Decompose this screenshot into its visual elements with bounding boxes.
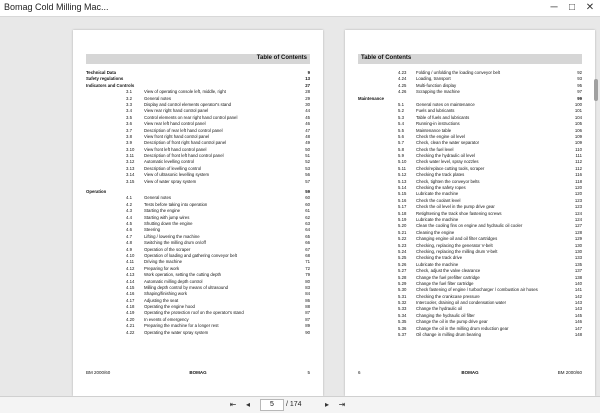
toc-entry-page: 101 (574, 108, 582, 114)
toc-entry-page: 9 (307, 70, 310, 75)
toc-entry-title: Operation of the scraper (144, 246, 191, 252)
toc-entry-number: 3.6 (126, 121, 132, 127)
toc-entry-page: 71 (305, 259, 310, 265)
page-footer (86, 370, 310, 378)
toc-entry-page: 133 (574, 255, 582, 261)
toc-entry-number: 5.3 (398, 114, 404, 120)
title-bar (0, 0, 600, 17)
toc-entry-title: Maintenance table (416, 127, 452, 133)
toc-entry-number: 4.14 (126, 278, 135, 284)
toc-entry-title: Operation of loading and gathering conveyor belt (144, 252, 237, 258)
toc-entry-page: 89 (305, 323, 310, 329)
toc-entry-page: 129 (574, 236, 582, 242)
toc-entry-page: 143 (574, 306, 582, 312)
toc-entry-number: 4.19 (126, 310, 135, 316)
document-viewer[interactable] (0, 17, 600, 396)
toc-entry-page: 30 (305, 101, 310, 107)
toc-entry-title: Automatic milling depth control (144, 278, 203, 284)
toc-entry-title: General notes (144, 195, 171, 201)
toc-entry-title: Table of fuels and lubricants (416, 114, 470, 120)
toc-entry-number: 5.27 (398, 268, 407, 274)
page-header-bar (358, 54, 582, 64)
toc-entry-page: 143 (574, 300, 582, 306)
toc-entry-number: 4.13 (126, 272, 135, 278)
toc-entry-page: 106 (574, 127, 582, 133)
toc-entry-number: 5.31 (398, 293, 407, 299)
toc-entry-title: Automatic levelling control (144, 159, 194, 165)
toc-entry-page: 128 (574, 229, 582, 235)
toc-entry-page: 65 (305, 233, 310, 239)
toc-entry-page: 99 (577, 95, 582, 101)
toc-entry-page: 50 (305, 146, 310, 152)
toc-entry-title: Starting with jump wires (144, 214, 190, 220)
toc-entry-title: Driving the machine (144, 259, 182, 265)
toc-entry-title: Shutting down the engine (144, 220, 193, 226)
toc-entry-title: Description of front left hand control panel (144, 153, 224, 159)
toc-entry-title: Check the engine oil level (416, 133, 465, 139)
toc-entry-number: 5.25 (398, 255, 407, 261)
toc-entry-title: View of ultrasonic levelling system (144, 172, 210, 178)
toc-entry-title: Check/replace cutting tools, scraper (416, 165, 485, 171)
toc-entry-number: 4.17 (126, 297, 135, 303)
toc-entry-page: 66 (305, 240, 310, 246)
toc-entry-title: Operating the engine hood (144, 304, 195, 310)
toc-entry-page: 110 (575, 146, 582, 152)
toc-entry-page: 60 (305, 201, 310, 207)
toc-entry-page: 142 (574, 293, 582, 299)
toc-entry-title: View front right hand control panel (144, 133, 210, 139)
toc-entry-title: Check, adjust the valve clearance (416, 268, 481, 274)
toc-entry-title: Checking, replacing the generator V-belt (416, 242, 493, 248)
toc-entry-title: Technical Data (86, 70, 117, 75)
vertical-scrollbar[interactable] (593, 19, 599, 394)
toc-entry-page: 105 (574, 121, 582, 127)
toc-entry-number: 5.5 (398, 127, 404, 133)
toc-entry-number: 5.35 (398, 319, 407, 325)
toc-entry-number: 5.20 (398, 223, 407, 229)
toc-entry-number: 4.25 (398, 82, 407, 88)
toc-entry-title: Operating the protection roof on the operator's stand (144, 310, 244, 316)
toc-entry-number: 5.9 (398, 153, 404, 159)
toc-entry-number: 4.10 (126, 252, 135, 258)
toc-entry-number: 5.6 (398, 133, 404, 139)
toc-entry-number: 5.2 (398, 108, 404, 114)
toc-entry-title: Check, clean the water separator (416, 140, 480, 146)
toc-entry-page: 118 (575, 178, 582, 184)
toc-entry-title: Description of levelling control (144, 165, 202, 171)
toc-entry-title: Operating the water spray system (144, 329, 209, 335)
toc-entry-page: 87 (305, 316, 310, 322)
toc-entry-title: Checking the safety ropes (416, 185, 466, 191)
toc-entry-title: Display and control elements operator's stand (144, 101, 232, 107)
footer-page-number: 5 (307, 370, 310, 375)
close-button[interactable]: ✕ (585, 2, 595, 13)
toc-entry-title: Work operation, setting the cutting depth (144, 272, 222, 278)
footer-model: BM 2000/60 (557, 370, 582, 375)
toc-entry-page: 116 (575, 172, 582, 178)
toc-entry-title: View rear right hand control panel (144, 108, 209, 114)
toc-entry-number: 5.4 (398, 121, 404, 127)
toc-entry-page: 56 (305, 172, 310, 178)
toc-entry-page: 146 (574, 319, 582, 325)
toc-entry-number: 5.16 (398, 197, 407, 203)
toc-entry-page: 147 (574, 325, 582, 331)
toc-entry-number: 4.7 (126, 233, 132, 239)
toc-entry-page: 138 (574, 274, 582, 280)
toc-entry-title: Description of rear left hand control panel (144, 127, 223, 133)
toc-entry-title: View rear left hand control panel (144, 121, 206, 127)
toc-entry-page: 79 (305, 272, 310, 278)
toc-entry-page: 123 (574, 204, 582, 210)
toc-entry-title: Starting the engine (144, 208, 181, 214)
toc-entry-page: 95 (577, 82, 582, 88)
toc-entry-page: 109 (574, 133, 582, 139)
toc-entry-page: 148 (574, 332, 582, 338)
toc-entry-number: 4.2 (126, 201, 132, 207)
toc-entry-number: 3.15 (126, 178, 135, 184)
toc-entry-page: 48 (305, 133, 310, 139)
toc-entry-title: General notes (144, 95, 171, 101)
toc-entry-number: 5.10 (398, 159, 407, 165)
toc-entry-number: 4.5 (126, 220, 132, 226)
toc-entry-title: Shaping/finishing work (144, 291, 187, 297)
page-number-input[interactable]: 5 (260, 399, 284, 411)
toc-entry-page: 104 (574, 114, 582, 120)
toc-entry-title: Checking the hydraulic oil level (416, 153, 475, 159)
page-header-bar (86, 54, 310, 64)
toc-entry-number: 4.6 (126, 227, 132, 233)
maximize-button[interactable]: □ (568, 2, 576, 13)
toc-entry-title: Check the oil level in the pump drive gear (416, 204, 495, 210)
toc-entry-page: 130 (574, 248, 582, 254)
toc-entry-page: 27 (305, 82, 310, 88)
toc-entry-title: Oil change in milling drum bearing (416, 332, 481, 338)
toc-entry-number: 5.17 (398, 204, 407, 210)
toc-entry-page: 111 (575, 153, 582, 159)
toc-entry-number: 4.11 (126, 259, 135, 265)
toc-entry-title: Change the oil in the milling drum reduction gear (416, 325, 509, 331)
toc-entry-page: 51 (305, 153, 310, 159)
toc-entry-page: 44 (305, 108, 310, 114)
toc-entry-number: 5.29 (398, 280, 407, 286)
toc-entry-number: 4.1 (126, 195, 132, 201)
toc-entry-title: Folding / unfolding the loading conveyor belt (416, 70, 501, 75)
toc-entry-number: 3.1 (126, 89, 132, 95)
toc-entry-page: 127 (574, 223, 582, 229)
toc-entry-number: 4.9 (126, 246, 132, 252)
toc-entry-page: 124 (574, 216, 582, 222)
page-5 (73, 30, 323, 396)
toc-entry-title: Loading, transport (416, 76, 451, 82)
toc-entry-title: Indicators and Controls (86, 82, 135, 88)
toc-entry-number: 5.28 (398, 274, 407, 280)
toc-entry-number: 4.8 (126, 240, 132, 246)
toc-entry-title: Checking the crankcase pressure (416, 293, 480, 299)
toc-entry-number: 5.21 (398, 229, 407, 235)
toc-entry-title: Lifting / lowering the machine (144, 233, 200, 239)
toc-entry-page: 141 (574, 287, 582, 293)
toc-entry-page: 57 (305, 178, 310, 184)
toc-entry-page: 80 (305, 278, 310, 284)
toc-entry-page: 137 (574, 268, 582, 274)
page-footer (358, 370, 582, 378)
scrollbar-thumb[interactable] (594, 79, 598, 101)
toc-entry-page: 47 (305, 127, 310, 133)
toc-entry-page: 62 (305, 214, 310, 220)
toc-entry-title: Check the fuel level (416, 146, 454, 152)
toc-entry-title: Intercooler, draining oil and condensation water (416, 300, 507, 306)
toc-entry-page: 93 (577, 76, 582, 82)
toc-entry-title: Checking the track drive (416, 255, 463, 261)
toc-entry-number: 3.14 (126, 172, 135, 178)
toc-entry-page: 46 (305, 121, 310, 127)
toc-entry-title: Preparing the machine for a longer rest (144, 323, 219, 329)
page-total: / 174 (286, 401, 302, 408)
toc-entry-title: Control elements on rear right hand control panel (144, 114, 238, 120)
toc-entry-number: 4.3 (126, 208, 132, 214)
toc-entry-page: 63 (305, 220, 310, 226)
toc-entry-page: 97 (577, 89, 582, 95)
toc-entry-number: 5.23 (398, 242, 407, 248)
toc-entry-title: View front left hand control panel (144, 146, 207, 152)
toc-entry-page: 86 (305, 297, 310, 303)
toc-entry-title: Lubricate the machine (416, 216, 459, 222)
toc-entry-number: 4.18 (126, 304, 135, 310)
toc-entry-page: 53 (305, 165, 310, 171)
toc-entry-page: 49 (305, 140, 310, 146)
toc-entry-page: 64 (305, 227, 310, 233)
toc-entry-page: 67 (305, 246, 310, 252)
toc-entry-title: Milling depth control by means of ultrasound (144, 284, 229, 290)
toc-entry-number: 5.13 (398, 178, 407, 184)
toc-entry-title: Fuels and lubricants (416, 108, 455, 114)
toc-entry-title: Retightening the track shoe fastening screws (416, 210, 502, 216)
toc-entry-title: Check water level, spray nozzles (416, 159, 479, 165)
toc-entry-number: 3.5 (126, 114, 132, 120)
toc-entry-number: 4.12 (126, 265, 135, 271)
toc-entry-page: 130 (574, 242, 582, 248)
toc-entry-title: Steering (144, 227, 161, 233)
toc-entry-page: 123 (574, 197, 582, 203)
toc-entry-number: 5.33 (398, 306, 407, 312)
toc-entry-number: 5.15 (398, 191, 407, 197)
toc-entry-number: 5.34 (398, 312, 407, 318)
toc-entry-number: 3.7 (126, 127, 132, 133)
toc-entry-page: 45 (305, 114, 310, 120)
toc-entry-title: View of operating console left, middle, right (144, 89, 226, 95)
toc-entry-title: Lubricate the machine (416, 191, 459, 197)
toc-entry-page: 112 (575, 165, 582, 171)
toc-entry-page: 59 (305, 189, 310, 195)
toc-entry-page: 109 (574, 140, 582, 146)
footer-brand: BOMAG (189, 370, 207, 375)
toc-entry-number: 5.12 (398, 172, 407, 178)
toc-entry-page: 29 (305, 95, 310, 101)
toc-entry-number: 4.26 (398, 89, 407, 95)
toc-entry-title: Lubricate the machine (416, 261, 459, 267)
toc-entry-page: 100 (574, 101, 582, 107)
toc-entry-number: 5.11 (398, 165, 407, 171)
toc-entry-title: Switching the milling drum on/off (144, 240, 206, 246)
toc-entry-page: 83 (305, 284, 310, 290)
toc-entry-number: 3.11 (126, 153, 135, 159)
toc-entry-number: 5.7 (398, 140, 404, 146)
toc-entry-page: 87 (305, 310, 310, 316)
toc-entry-title: Check, tighten the conveyor belts (416, 178, 480, 184)
toc-entry-number: 4.20 (126, 316, 135, 322)
toc-entry-number: 3.4 (126, 108, 132, 114)
page-header-title: Table of Contents (256, 55, 307, 61)
first-page-icon[interactable]: ⇤ (229, 400, 237, 409)
toc-entry-number: 4.22 (126, 329, 135, 335)
toc-entry-page: 120 (574, 191, 582, 197)
toc-entry-title: Checking, replacing the milling drum V-belt (416, 248, 498, 254)
toc-entry-title: In events of emergency (144, 316, 189, 322)
toc-entry-page: 13 (305, 76, 310, 82)
toc-list (86, 70, 310, 336)
toc-entry-number: 5.14 (398, 185, 407, 191)
toc-entry-title: Tests before taking into operation (144, 201, 208, 207)
toc-entry-number: 3.10 (126, 146, 135, 152)
minimize-button[interactable]: ─ (550, 2, 558, 13)
toc-entry-title: Change the fuel prefilter cartridge (416, 274, 480, 280)
toc-entry-number: 5.22 (398, 236, 407, 242)
next-page-icon[interactable]: ▸ (324, 400, 329, 409)
toc-entry-title: Checking the track plates (416, 172, 465, 178)
toc-entry-title: Operation (86, 189, 107, 195)
window-title: Bomag Cold Milling Mac... (4, 2, 109, 12)
toc-entry-page: 61 (305, 208, 310, 214)
toc-entry-title: Cleaning the engine (416, 229, 455, 235)
toc-entry-title: Preparing for work (144, 265, 180, 271)
footer-page-number: 6 (358, 370, 361, 375)
toc-entry-number: 5.24 (398, 248, 407, 254)
toc-entry-title: Check fastening of engine / turbocharger / combustion air hoses (416, 287, 538, 293)
toc-entry-number: 4.16 (126, 291, 135, 297)
toc-entry-number: 3.13 (126, 165, 135, 171)
toc-entry-title: Adjusting the seat (144, 297, 179, 303)
toc-entry-title: Maintenance (358, 95, 385, 101)
toc-entry-page: 120 (574, 185, 582, 191)
toc-entry-page: 88 (305, 304, 310, 310)
toc-entry-title: Changing the hydraulic oil filter (416, 312, 475, 318)
toc-entry-title: Clean the cooling fins on engine and hydraulic oil cooler (416, 223, 523, 229)
toc-entry-number: 3.12 (126, 159, 135, 165)
footer-brand: BOMAG (461, 370, 479, 375)
toc-entry[interactable] (358, 332, 582, 338)
toc-entry[interactable] (86, 330, 310, 336)
page-header-title: Table of Contents (361, 55, 412, 61)
toc-entry-title: Change the oil in the pump drive gear (416, 319, 488, 325)
toc-entry-number: 5.30 (398, 287, 407, 293)
toc-entry-number: 5.26 (398, 261, 407, 267)
toc-entry-title: Running-in instructions (416, 121, 460, 127)
toc-entry-page: 28 (305, 89, 310, 95)
toc-entry-title: Changing engine oil and oil filter cartridges (416, 236, 498, 242)
toc-entry-number: 5.36 (398, 325, 407, 331)
toc-entry-page: 124 (574, 210, 582, 216)
toc-entry-title: Change the fuel filter cartridge (416, 280, 474, 286)
toc-entry-number: 3.2 (126, 95, 132, 101)
toc-entry-title: Scrapping the machine (416, 89, 460, 95)
toc-entry-title: Description of front right hand control panel (144, 140, 227, 146)
toc-list (358, 70, 582, 338)
toc-entry-number: 3.3 (126, 101, 132, 107)
toc-entry-title: View of water spray system (144, 178, 197, 184)
toc-entry-number: 5.37 (398, 332, 407, 338)
prev-page-icon[interactable]: ◂ (245, 400, 250, 409)
toc-entry-title: Safety regulations (86, 76, 124, 82)
toc-entry-title: Check the coolant level (416, 197, 461, 203)
toc-entry-number: 4.15 (126, 284, 135, 290)
toc-entry[interactable] (86, 179, 310, 185)
toc-entry-title: Multi-function display (416, 82, 457, 88)
page-6 (345, 30, 595, 396)
toc-entry-page: 84 (305, 291, 310, 297)
toc-entry-number: 4.24 (398, 76, 407, 82)
last-page-icon[interactable]: ⇥ (338, 400, 346, 409)
toc-entry-number: 3.9 (126, 140, 132, 146)
toc-entry-number: 5.18 (398, 210, 407, 216)
toc-entry-number: 5.1 (398, 101, 404, 107)
toc-entry-page: 52 (305, 159, 310, 165)
toc-entry-page: 68 (305, 252, 310, 258)
toc-entry-page: 72 (305, 265, 310, 271)
toc-entry-number: 5.19 (398, 216, 407, 222)
toc-entry-title: General notes on maintenance (416, 101, 475, 107)
toc-entry-page: 60 (305, 195, 310, 201)
toc-entry-number: 4.23 (398, 70, 407, 75)
toc-entry-number: 3.8 (126, 133, 132, 139)
footer-model: BM 2000/60 (86, 370, 111, 375)
toc-entry-page: 92 (577, 70, 582, 75)
toc-entry-page: 135 (574, 261, 582, 267)
toc-entry-page: 90 (305, 329, 310, 335)
toc-entry-title: Change the hydraulic oil (416, 306, 463, 312)
toc-entry-number: 5.8 (398, 146, 404, 152)
toc-entry-number: 5.32 (398, 300, 407, 306)
navigation-bar (0, 396, 600, 413)
toc-entry-number: 4.4 (126, 214, 132, 220)
toc-entry-page: 140 (574, 280, 582, 286)
toc-entry-number: 4.21 (126, 323, 135, 329)
toc-entry-page: 112 (575, 159, 582, 165)
toc-entry-page: 145 (574, 312, 582, 318)
